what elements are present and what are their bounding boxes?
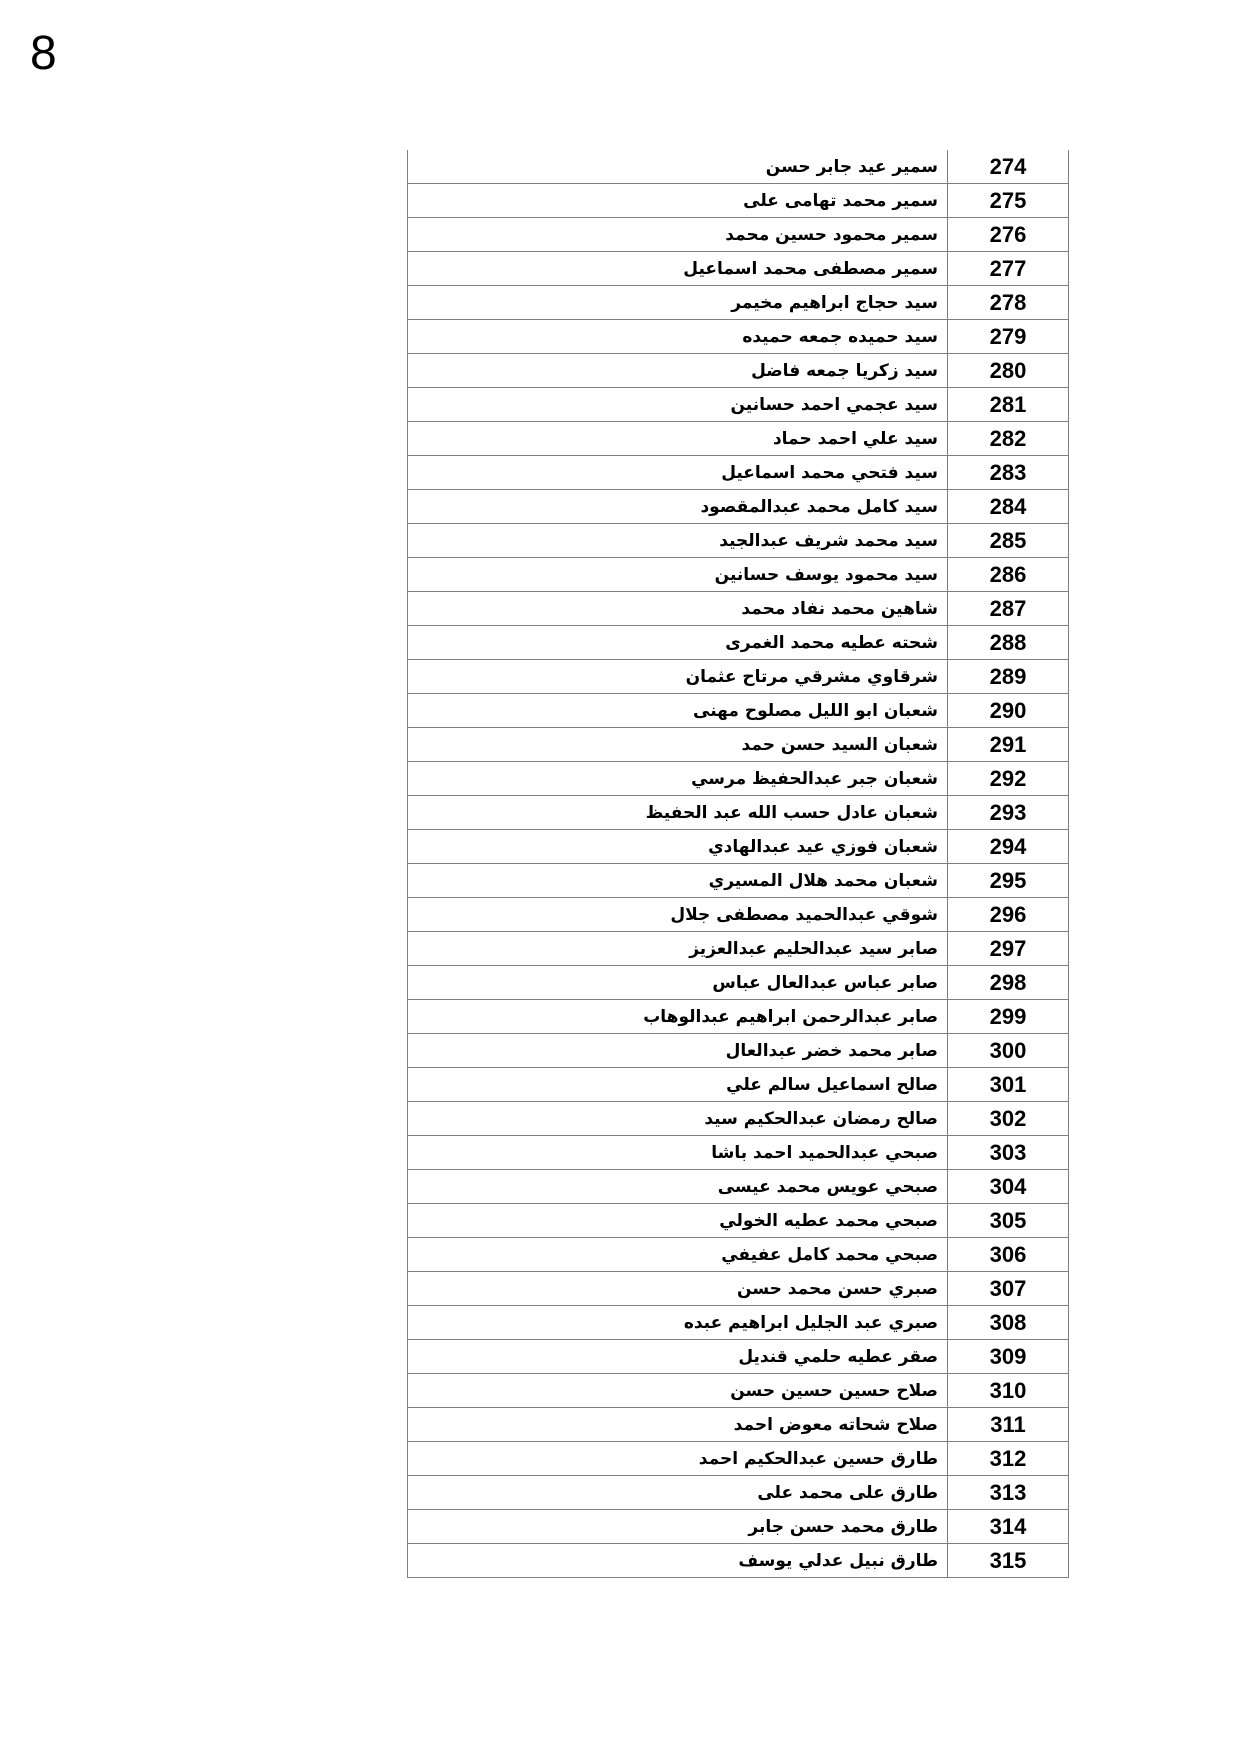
table-row bbox=[408, 320, 1069, 354]
number-cell: 290 bbox=[948, 694, 1069, 728]
table-row bbox=[408, 252, 1069, 286]
table-row bbox=[408, 830, 1069, 864]
table-row bbox=[408, 762, 1069, 796]
table-row bbox=[408, 1408, 1069, 1442]
table-row bbox=[408, 456, 1069, 490]
table-row bbox=[408, 1170, 1069, 1204]
name-cell: شرقاوي مشرقي مرتاح عثمان bbox=[408, 660, 948, 694]
name-cell: طارق نبيل عدلي يوسف bbox=[408, 1544, 948, 1578]
name-cell: صابر محمد خضر عبدالعال bbox=[408, 1034, 948, 1068]
table-row bbox=[408, 626, 1069, 660]
number-cell: 313 bbox=[948, 1476, 1069, 1510]
name-cell: شحته عطيه محمد الغمرى bbox=[408, 626, 948, 660]
table-row bbox=[408, 422, 1069, 456]
table-row bbox=[408, 660, 1069, 694]
table-row bbox=[408, 966, 1069, 1000]
table-row bbox=[408, 728, 1069, 762]
table-row bbox=[408, 1204, 1069, 1238]
name-cell: صبري حسن محمد حسن bbox=[408, 1272, 948, 1306]
number-cell: 303 bbox=[948, 1136, 1069, 1170]
name-cell: طارق حسين عبدالحكيم احمد bbox=[408, 1442, 948, 1476]
name-cell: سيد حميده جمعه حميده bbox=[408, 320, 948, 354]
number-cell: 293 bbox=[948, 796, 1069, 830]
number-cell: 314 bbox=[948, 1510, 1069, 1544]
table-row bbox=[408, 1068, 1069, 1102]
table-row bbox=[408, 1272, 1069, 1306]
table-row bbox=[408, 354, 1069, 388]
name-cell: سيد عجمي احمد حسانين bbox=[408, 388, 948, 422]
table-row bbox=[408, 1136, 1069, 1170]
name-cell: صالح اسماعيل سالم علي bbox=[408, 1068, 948, 1102]
number-cell: 286 bbox=[948, 558, 1069, 592]
name-cell: سيد محمود يوسف حسانين bbox=[408, 558, 948, 592]
name-cell: سيد علي احمد حماد bbox=[408, 422, 948, 456]
number-cell: 289 bbox=[948, 660, 1069, 694]
number-cell: 309 bbox=[948, 1340, 1069, 1374]
table-row bbox=[408, 490, 1069, 524]
name-cell: سمير محمود حسين محمد bbox=[408, 218, 948, 252]
name-cell: شعبان السيد حسن حمد bbox=[408, 728, 948, 762]
number-cell: 297 bbox=[948, 932, 1069, 966]
table-row bbox=[408, 796, 1069, 830]
name-cell: سمير مصطفى محمد اسماعيل bbox=[408, 252, 948, 286]
table-row bbox=[408, 1476, 1069, 1510]
page-number: 8 bbox=[30, 27, 57, 80]
table-row bbox=[408, 1306, 1069, 1340]
number-cell: 276 bbox=[948, 218, 1069, 252]
name-cell: شعبان فوزي عيد عبدالهادي bbox=[408, 830, 948, 864]
name-cell: صبحي عبدالحميد احمد باشا bbox=[408, 1136, 948, 1170]
number-cell: 292 bbox=[948, 762, 1069, 796]
table-row bbox=[408, 932, 1069, 966]
name-cell: سيد زكريا جمعه فاضل bbox=[408, 354, 948, 388]
number-cell: 296 bbox=[948, 898, 1069, 932]
name-cell: صبحي عويس محمد عيسى bbox=[408, 1170, 948, 1204]
table-row bbox=[408, 184, 1069, 218]
name-cell: صالح رمضان عبدالحكيم سيد bbox=[408, 1102, 948, 1136]
name-cell: شعبان محمد هلال المسيري bbox=[408, 864, 948, 898]
name-cell: شعبان جبر عبدالحفيظ مرسي bbox=[408, 762, 948, 796]
table-row bbox=[408, 898, 1069, 932]
name-cell: سيد كامل محمد عبدالمقصود bbox=[408, 490, 948, 524]
name-cell: صبحي محمد كامل عفيفي bbox=[408, 1238, 948, 1272]
name-cell: شوقي عبدالحميد مصطفى جلال bbox=[408, 898, 948, 932]
number-cell: 310 bbox=[948, 1374, 1069, 1408]
table-row bbox=[408, 286, 1069, 320]
table-row bbox=[408, 218, 1069, 252]
number-cell: 280 bbox=[948, 354, 1069, 388]
table-row bbox=[408, 1000, 1069, 1034]
name-cell: سيد محمد شريف عبدالجيد bbox=[408, 524, 948, 558]
number-cell: 302 bbox=[948, 1102, 1069, 1136]
names-table bbox=[407, 150, 1069, 1578]
number-cell: 301 bbox=[948, 1068, 1069, 1102]
number-cell: 277 bbox=[948, 252, 1069, 286]
name-cell: صبحي محمد عطيه الخولي bbox=[408, 1204, 948, 1238]
number-cell: 285 bbox=[948, 524, 1069, 558]
number-cell: 279 bbox=[948, 320, 1069, 354]
table-row bbox=[408, 864, 1069, 898]
table-row bbox=[408, 150, 1069, 184]
number-cell: 298 bbox=[948, 966, 1069, 1000]
name-cell: شعبان عادل حسب الله عبد الحفيظ bbox=[408, 796, 948, 830]
name-cell: صابر عباس عبدالعال عباس bbox=[408, 966, 948, 1000]
name-cell: سمير محمد تهامى على bbox=[408, 184, 948, 218]
name-cell: طارق محمد حسن جابر bbox=[408, 1510, 948, 1544]
number-cell: 291 bbox=[948, 728, 1069, 762]
number-cell: 283 bbox=[948, 456, 1069, 490]
name-cell: صلاح شحاته معوض احمد bbox=[408, 1408, 948, 1442]
name-cell: صقر عطيه حلمي قنديل bbox=[408, 1340, 948, 1374]
table-row bbox=[408, 1374, 1069, 1408]
number-cell: 312 bbox=[948, 1442, 1069, 1476]
number-cell: 306 bbox=[948, 1238, 1069, 1272]
number-cell: 274 bbox=[948, 150, 1069, 184]
number-cell: 300 bbox=[948, 1034, 1069, 1068]
name-cell: صابر سيد عبدالحليم عبدالعزيز bbox=[408, 932, 948, 966]
number-cell: 311 bbox=[948, 1408, 1069, 1442]
table-row bbox=[408, 694, 1069, 728]
number-cell: 275 bbox=[948, 184, 1069, 218]
names-table-body bbox=[408, 150, 1069, 1578]
table-row bbox=[408, 1544, 1069, 1578]
name-cell: صابر عبدالرحمن ابراهيم عبدالوهاب bbox=[408, 1000, 948, 1034]
number-cell: 308 bbox=[948, 1306, 1069, 1340]
name-cell: شاهين محمد نفاد محمد bbox=[408, 592, 948, 626]
name-cell: صلاح حسين حسين حسن bbox=[408, 1374, 948, 1408]
number-cell: 278 bbox=[948, 286, 1069, 320]
table-row bbox=[408, 1510, 1069, 1544]
table-row bbox=[408, 558, 1069, 592]
number-cell: 287 bbox=[948, 592, 1069, 626]
name-cell: سيد حجاج ابراهيم مخيمر bbox=[408, 286, 948, 320]
number-cell: 315 bbox=[948, 1544, 1069, 1578]
number-cell: 284 bbox=[948, 490, 1069, 524]
table-row bbox=[408, 524, 1069, 558]
table-row bbox=[408, 1034, 1069, 1068]
table-row bbox=[408, 1442, 1069, 1476]
number-cell: 304 bbox=[948, 1170, 1069, 1204]
table-row bbox=[408, 592, 1069, 626]
name-cell: سمير عيد جابر حسن bbox=[408, 150, 948, 184]
table-row bbox=[408, 1238, 1069, 1272]
number-cell: 281 bbox=[948, 388, 1069, 422]
number-cell: 299 bbox=[948, 1000, 1069, 1034]
number-cell: 295 bbox=[948, 864, 1069, 898]
number-cell: 305 bbox=[948, 1204, 1069, 1238]
table-row bbox=[408, 1340, 1069, 1374]
number-cell: 294 bbox=[948, 830, 1069, 864]
name-cell: شعبان ابو الليل مصلوح مهنى bbox=[408, 694, 948, 728]
name-cell: سيد فتحي محمد اسماعيل bbox=[408, 456, 948, 490]
table-row bbox=[408, 388, 1069, 422]
table-row bbox=[408, 1102, 1069, 1136]
number-cell: 288 bbox=[948, 626, 1069, 660]
name-cell: طارق على محمد على bbox=[408, 1476, 948, 1510]
number-cell: 307 bbox=[948, 1272, 1069, 1306]
name-cell: صبري عبد الجليل ابراهيم عبده bbox=[408, 1306, 948, 1340]
number-cell: 282 bbox=[948, 422, 1069, 456]
